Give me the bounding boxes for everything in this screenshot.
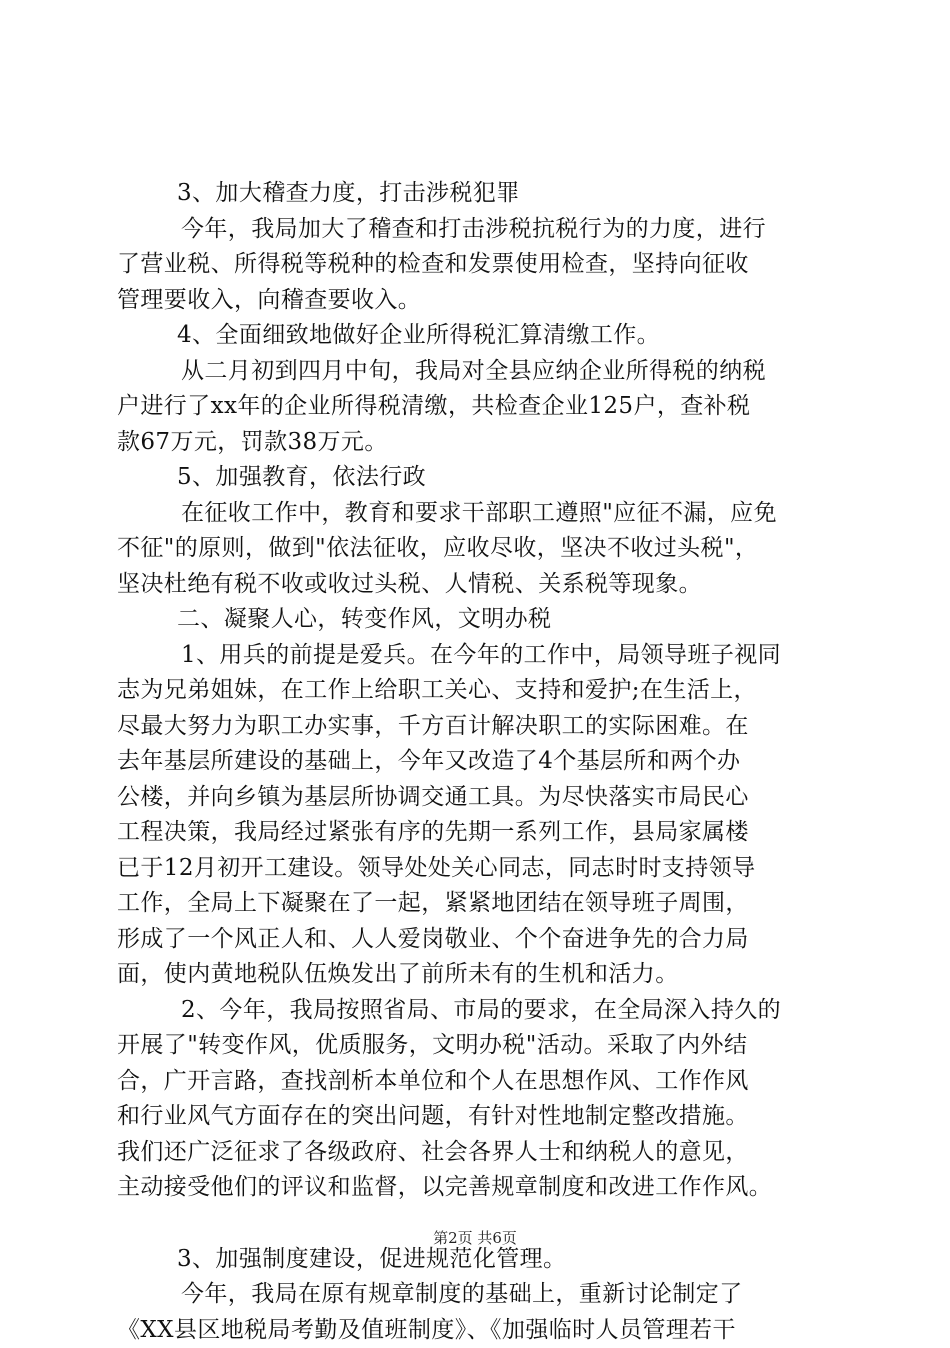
text-line: 工作，全局上下凝聚在了一起，紧紧地团结在领导班子周围， <box>117 886 837 922</box>
text-line: 5、加强教育，依法行政 <box>117 460 837 496</box>
text-line: 尽最大努力为职工办实事，千方百计解决职工的实际困难。在 <box>117 709 837 745</box>
heading-education <box>117 460 837 496</box>
text-line: 款67万元，罚款38万元。 <box>117 425 837 461</box>
text-line: 坚决杜绝有税不收或收过头税、人情税、关系税等现象。 <box>117 567 837 603</box>
text-line: 去年基层所建设的基础上，今年又改造了4个基层所和两个办 <box>117 744 837 780</box>
paragraph-care <box>117 638 837 993</box>
text-line: 今年，我局在原有规章制度的基础上，重新讨论制定了 <box>117 1277 837 1313</box>
heading-settlement <box>117 318 837 354</box>
heading-audit <box>117 176 837 212</box>
text-line: 和行业风气方面存在的突出问题，有针对性地制定整改措施。 <box>117 1099 837 1135</box>
paragraph-audit <box>117 212 837 319</box>
text-line: 合，广开言路，查找剖析本单位和个人在思想作风、工作作风 <box>117 1064 837 1100</box>
text-line: 今年，我局加大了稽查和打击涉税抗税行为的力度，进行 <box>117 212 837 248</box>
text-line: 开展了"转变作风，优质服务，文明办税"活动。采取了内外结 <box>117 1028 837 1064</box>
text-line: 形成了一个风正人和、人人爱岗敬业、个个奋进争先的合力局 <box>117 922 837 958</box>
text-line: 已于12月初开工建设。领导处处关心同志，同志时时支持领导 <box>117 851 837 887</box>
paragraph-settlement <box>117 354 837 461</box>
text-line: 了营业税、所得税等税种的检查和发票使用检查，坚持向征收 <box>117 247 837 283</box>
text-line: 主动接受他们的评议和监督，以完善规章制度和改进工作作风。 <box>117 1170 837 1206</box>
text-line: 3、加强制度建设，促进规范化管理。 <box>117 1242 837 1278</box>
text-line: 二、凝聚人心，转变作风，文明办税 <box>117 602 837 638</box>
text-line: 1、用兵的前提是爱兵。在今年的工作中，局领导班子视同 <box>117 638 837 674</box>
text-line: 我们还广泛征求了各级政府、社会各界人士和纳税人的意见， <box>117 1135 837 1171</box>
text-line: 不征"的原则，做到"依法征收，应收尽收，坚决不收过头税"， <box>117 531 837 567</box>
text-line: 2、今年，我局按照省局、市局的要求，在全局深入持久的 <box>117 993 837 1029</box>
text-line: 3、加大稽查力度，打击涉税犯罪 <box>117 176 837 212</box>
text-line: 从二月初到四月中旬，我局对全县应纳企业所得税的纳税 <box>117 354 837 390</box>
text-line: 面，使内黄地税队伍焕发出了前所未有的生机和活力。 <box>117 957 837 993</box>
heading-section-two <box>117 602 837 638</box>
paragraph-institution <box>117 1277 837 1348</box>
paragraph-style-campaign <box>117 993 837 1206</box>
text-line: 户进行了xx年的企业所得税清缴，共检查企业125户，查补税 <box>117 389 837 425</box>
body-text <box>117 176 837 1348</box>
text-line: 在征收工作中，教育和要求干部职工遵照"应征不漏，应免 <box>117 496 837 532</box>
text-line: 4、全面细致地做好企业所得税汇算清缴工作。 <box>117 318 837 354</box>
page-footer: 第2页 共6页 <box>0 1228 950 1248</box>
paragraph-education <box>117 496 837 603</box>
text-line: 公楼，并向乡镇为基层所协调交通工具。为尽快落实市局民心 <box>117 780 837 816</box>
text-line: 工程决策，我局经过紧张有序的先期一系列工作，县局家属楼 <box>117 815 837 851</box>
text-line: 《XX县区地税局考勤及值班制度》、《加强临时人员管理若干 <box>117 1313 837 1348</box>
text-line: 志为兄弟姐妹，在工作上给职工关心、支持和爱护;在生活上， <box>117 673 837 709</box>
text-line: 管理要收入，向稽查要收入。 <box>117 283 837 319</box>
